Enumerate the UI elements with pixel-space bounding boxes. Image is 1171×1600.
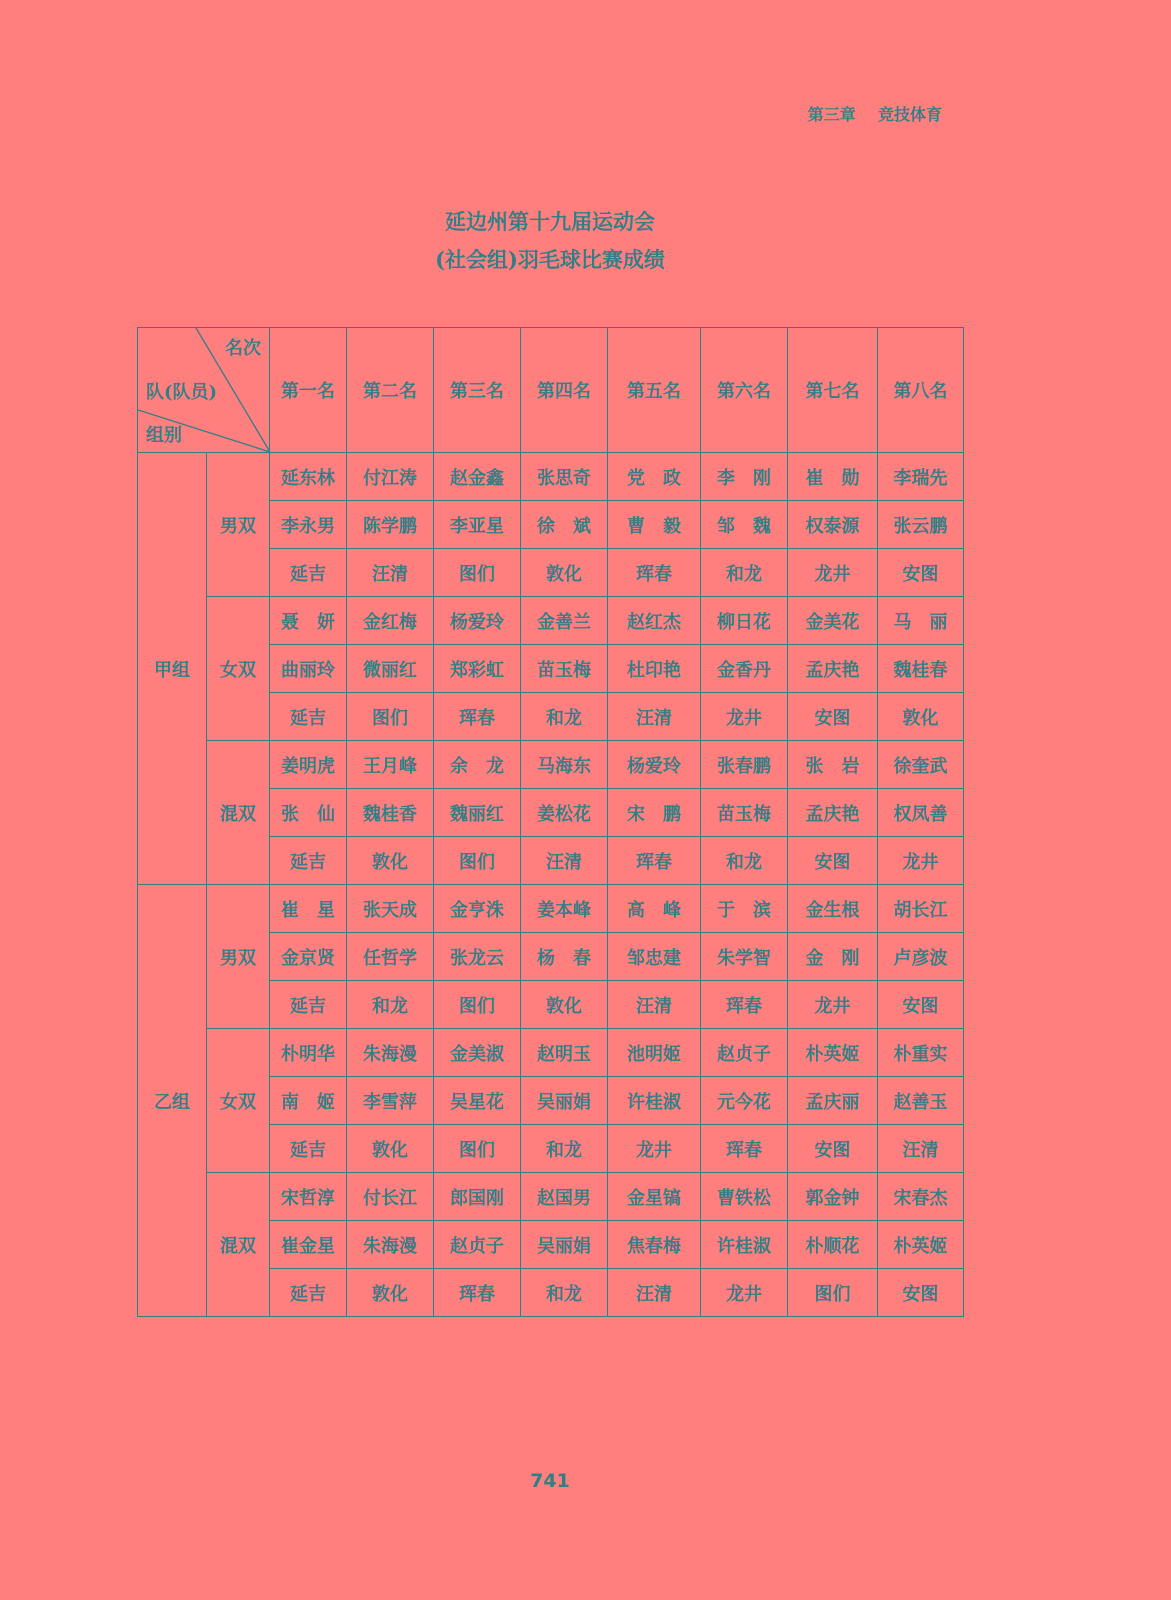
player-cell: 金美淑 <box>434 1029 521 1077</box>
rank-header: 第一名 <box>270 328 347 453</box>
running-header <box>808 102 942 125</box>
player-cell: 吴丽娟 <box>521 1077 608 1125</box>
team-cell: 珲春 <box>701 1125 788 1173</box>
team-cell: 龙井 <box>701 1269 788 1317</box>
player-cell: 金红梅 <box>347 597 434 645</box>
player-cell: 胡长江 <box>878 885 964 933</box>
player-cell: 邹 魏 <box>701 501 788 549</box>
table-row <box>138 597 964 645</box>
player-cell: 赵贞子 <box>434 1221 521 1269</box>
title-line-1: 延边州第十九届运动会 <box>445 209 655 234</box>
player-cell: 姜松花 <box>521 789 608 837</box>
player-cell: 杜印艳 <box>608 645 701 693</box>
player-cell: 朴英姬 <box>878 1221 964 1269</box>
rank-header: 第四名 <box>521 328 608 453</box>
player-cell: 朴顺花 <box>788 1221 878 1269</box>
player-cell: 赵红杰 <box>608 597 701 645</box>
team-cell: 安图 <box>788 1125 878 1173</box>
player-cell: 许桂淑 <box>608 1077 701 1125</box>
player-cell: 党 政 <box>608 453 701 501</box>
player-cell: 张春鹏 <box>701 741 788 789</box>
event-label: 男双 <box>207 453 270 597</box>
team-cell: 延吉 <box>270 837 347 885</box>
team-cell: 龙井 <box>701 693 788 741</box>
player-cell: 孟庆艳 <box>788 789 878 837</box>
player-cell: 杨 春 <box>521 933 608 981</box>
team-cell: 延吉 <box>270 981 347 1029</box>
header-row <box>138 328 964 453</box>
group-label: 乙组 <box>138 885 207 1317</box>
player-cell: 任哲学 <box>347 933 434 981</box>
player-cell: 马 丽 <box>878 597 964 645</box>
player-cell: 张 仙 <box>270 789 347 837</box>
player-cell: 卢彦波 <box>878 933 964 981</box>
player-cell: 陈学鹏 <box>347 501 434 549</box>
team-cell: 龙井 <box>608 1125 701 1173</box>
player-cell: 张天成 <box>347 885 434 933</box>
event-label: 混双 <box>207 1173 270 1317</box>
player-cell: 金香丹 <box>701 645 788 693</box>
player-cell: 余 龙 <box>434 741 521 789</box>
table-row <box>138 453 964 501</box>
player-cell: 聂 妍 <box>270 597 347 645</box>
team-cell: 和龙 <box>347 981 434 1029</box>
team-cell: 敦化 <box>521 981 608 1029</box>
player-cell: 金星镐 <box>608 1173 701 1221</box>
player-cell: 李亚星 <box>434 501 521 549</box>
team-cell: 珲春 <box>434 693 521 741</box>
player-cell: 宋 鹏 <box>608 789 701 837</box>
table-row <box>138 1173 964 1221</box>
team-cell: 安图 <box>788 837 878 885</box>
team-cell: 安图 <box>878 1269 964 1317</box>
table-row <box>138 1029 964 1077</box>
title-line-2: (社会组)羽毛球比赛成绩 <box>435 247 665 272</box>
player-cell: 宋哲淳 <box>270 1173 347 1221</box>
player-cell: 徐 斌 <box>521 501 608 549</box>
table-row <box>138 885 964 933</box>
player-cell: 姜明虎 <box>270 741 347 789</box>
player-cell: 张云鹏 <box>878 501 964 549</box>
team-cell: 龙井 <box>878 837 964 885</box>
team-cell: 敦化 <box>347 1125 434 1173</box>
team-cell: 汪清 <box>608 1269 701 1317</box>
player-cell: 付长江 <box>347 1173 434 1221</box>
team-cell: 汪清 <box>608 693 701 741</box>
player-cell: 赵国男 <box>521 1173 608 1221</box>
corner-group-label: 组别 <box>146 425 182 446</box>
player-cell: 苗玉梅 <box>701 789 788 837</box>
player-cell: 崔金星 <box>270 1221 347 1269</box>
player-cell: 王月峰 <box>347 741 434 789</box>
player-cell: 姜本峰 <box>521 885 608 933</box>
player-cell: 孟庆丽 <box>788 1077 878 1125</box>
player-cell: 李雪萍 <box>347 1077 434 1125</box>
player-cell: 南 姬 <box>270 1077 347 1125</box>
team-cell: 珲春 <box>434 1269 521 1317</box>
event-label: 女双 <box>207 1029 270 1173</box>
player-cell: 马海东 <box>521 741 608 789</box>
player-cell: 曹 毅 <box>608 501 701 549</box>
team-cell: 汪清 <box>878 1125 964 1173</box>
team-cell: 安图 <box>878 549 964 597</box>
team-cell: 敦化 <box>347 837 434 885</box>
section-label: 竞技体育 <box>877 105 942 124</box>
team-cell: 图们 <box>434 981 521 1029</box>
corner-team-label: 队(队员) <box>146 382 218 403</box>
team-cell: 图们 <box>434 837 521 885</box>
player-cell: 延东林 <box>270 453 347 501</box>
player-cell: 杨爱玲 <box>608 741 701 789</box>
player-cell: 郎国刚 <box>434 1173 521 1221</box>
rank-header: 第八名 <box>878 328 964 453</box>
player-cell: 郭金钟 <box>788 1173 878 1221</box>
team-cell: 珲春 <box>701 981 788 1029</box>
player-cell: 池明姬 <box>608 1029 701 1077</box>
player-cell: 朴明华 <box>270 1029 347 1077</box>
rank-header: 第七名 <box>788 328 878 453</box>
corner-header-cell <box>138 328 270 453</box>
team-cell: 龙井 <box>788 549 878 597</box>
player-cell: 权泰源 <box>788 501 878 549</box>
player-cell: 魏桂香 <box>347 789 434 837</box>
team-cell: 敦化 <box>347 1269 434 1317</box>
player-cell: 赵金鑫 <box>434 453 521 501</box>
page-number: 741 <box>530 1470 570 1492</box>
team-cell: 和龙 <box>701 837 788 885</box>
team-cell: 汪清 <box>608 981 701 1029</box>
player-cell: 吴星花 <box>434 1077 521 1125</box>
team-cell: 珲春 <box>608 837 701 885</box>
player-cell: 孟庆艳 <box>788 645 878 693</box>
player-cell: 曹铁松 <box>701 1173 788 1221</box>
player-cell: 金生根 <box>788 885 878 933</box>
player-cell: 赵贞子 <box>701 1029 788 1077</box>
event-label: 混双 <box>207 741 270 885</box>
rank-header: 第三名 <box>434 328 521 453</box>
team-cell: 图们 <box>347 693 434 741</box>
event-label: 女双 <box>207 597 270 741</box>
player-cell: 苗玉梅 <box>521 645 608 693</box>
player-cell: 崔 勋 <box>788 453 878 501</box>
player-cell: 吴丽娟 <box>521 1221 608 1269</box>
player-cell: 金 刚 <box>788 933 878 981</box>
team-cell: 汪清 <box>521 837 608 885</box>
player-cell: 朱海漫 <box>347 1029 434 1077</box>
team-cell: 汪清 <box>347 549 434 597</box>
team-cell: 图们 <box>434 549 521 597</box>
player-cell: 朱海漫 <box>347 1221 434 1269</box>
player-cell: 崔 星 <box>270 885 347 933</box>
team-cell: 珲春 <box>608 549 701 597</box>
team-cell: 和龙 <box>521 1269 608 1317</box>
player-cell: 金善兰 <box>521 597 608 645</box>
player-cell: 微丽红 <box>347 645 434 693</box>
player-cell: 曲丽玲 <box>270 645 347 693</box>
team-cell: 安图 <box>878 981 964 1029</box>
player-cell: 李永男 <box>270 501 347 549</box>
player-cell: 张思奇 <box>521 453 608 501</box>
event-label: 男双 <box>207 885 270 1029</box>
player-cell: 宋春杰 <box>878 1173 964 1221</box>
player-cell: 魏丽红 <box>434 789 521 837</box>
team-cell: 延吉 <box>270 1269 347 1317</box>
player-cell: 朱学智 <box>701 933 788 981</box>
page-title <box>0 203 1100 279</box>
rank-header: 第六名 <box>701 328 788 453</box>
player-cell: 张 岩 <box>788 741 878 789</box>
table-row <box>138 741 964 789</box>
chapter-label: 第三章 <box>807 105 856 124</box>
team-cell: 延吉 <box>270 1125 347 1173</box>
player-cell: 许桂淑 <box>701 1221 788 1269</box>
team-cell: 敦化 <box>521 549 608 597</box>
player-cell: 金京贤 <box>270 933 347 981</box>
team-cell: 延吉 <box>270 549 347 597</box>
player-cell: 李瑞先 <box>878 453 964 501</box>
rank-header: 第二名 <box>347 328 434 453</box>
player-cell: 焦春梅 <box>608 1221 701 1269</box>
player-cell: 付江涛 <box>347 453 434 501</box>
player-cell: 李 刚 <box>701 453 788 501</box>
team-cell: 和龙 <box>521 693 608 741</box>
team-cell: 图们 <box>434 1125 521 1173</box>
player-cell: 杨爱玲 <box>434 597 521 645</box>
group-label: 甲组 <box>138 453 207 885</box>
player-cell: 魏桂春 <box>878 645 964 693</box>
player-cell: 金亨洙 <box>434 885 521 933</box>
player-cell: 朴重实 <box>878 1029 964 1077</box>
player-cell: 元今花 <box>701 1077 788 1125</box>
results-table <box>137 327 964 1317</box>
player-cell: 赵明玉 <box>521 1029 608 1077</box>
player-cell: 柳日花 <box>701 597 788 645</box>
team-cell: 安图 <box>788 693 878 741</box>
player-cell: 徐奎武 <box>878 741 964 789</box>
player-cell: 于 滨 <box>701 885 788 933</box>
player-cell: 朴英姬 <box>788 1029 878 1077</box>
player-cell: 赵善玉 <box>878 1077 964 1125</box>
player-cell: 郑彩虹 <box>434 645 521 693</box>
team-cell: 延吉 <box>270 693 347 741</box>
player-cell: 金美花 <box>788 597 878 645</box>
team-cell: 龙井 <box>788 981 878 1029</box>
team-cell: 敦化 <box>878 693 964 741</box>
team-cell: 图们 <box>788 1269 878 1317</box>
team-cell: 和龙 <box>521 1125 608 1173</box>
team-cell: 和龙 <box>701 549 788 597</box>
player-cell: 权凤善 <box>878 789 964 837</box>
player-cell: 邹忠建 <box>608 933 701 981</box>
player-cell: 张龙云 <box>434 933 521 981</box>
player-cell: 高 峰 <box>608 885 701 933</box>
corner-rank-label: 名次 <box>225 338 261 359</box>
rank-header: 第五名 <box>608 328 701 453</box>
